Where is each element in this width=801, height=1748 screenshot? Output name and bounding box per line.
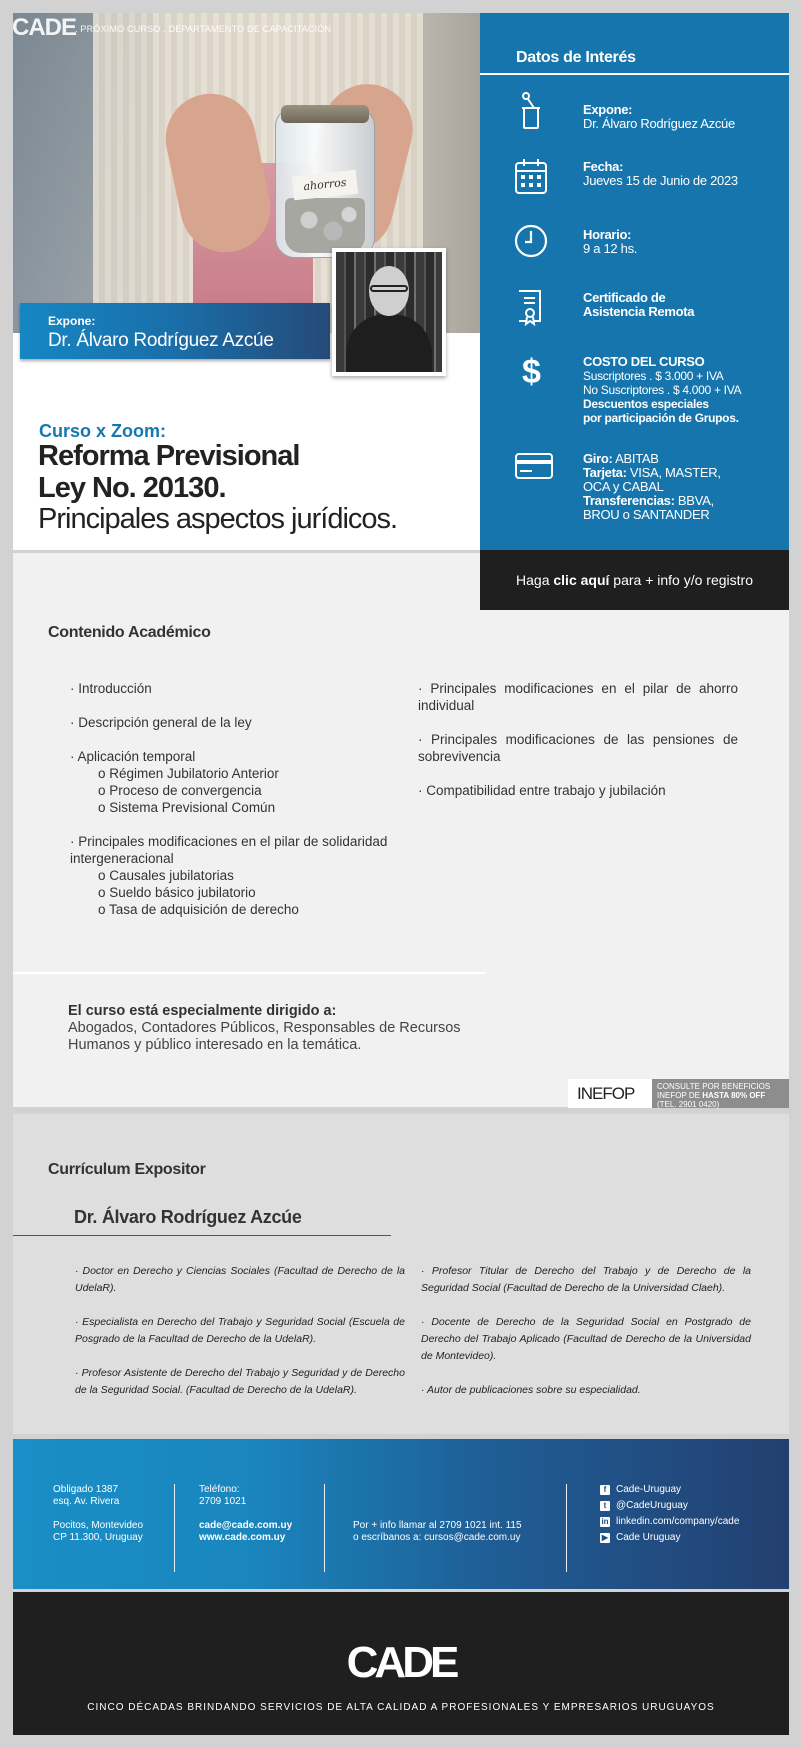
website-link[interactable]: www.cade.com.uy bbox=[199, 1532, 286, 1543]
tarjeta-value: VISA, MASTER, bbox=[626, 465, 721, 480]
inefop-benefit-badge[interactable] bbox=[652, 1079, 789, 1108]
tarjeta-value-2: OCA y CABAL bbox=[583, 479, 664, 494]
inefop-line3: (TEL. 2901 0420) bbox=[657, 1100, 720, 1109]
tarjeta-label: Tarjeta: bbox=[583, 465, 627, 480]
costo-grupos: por participación de Grupos. bbox=[583, 411, 739, 425]
footer-tagline: CINCO DÉCADAS BRINDANDO SERVICIOS DE ALTA CALIDAD A PROFESIONALES Y EMPRESARIOS URUGUAYOS bbox=[87, 1702, 715, 1713]
cert-line2: Asistencia Remota bbox=[583, 304, 695, 319]
cv-item: · Doctor en Derecho y Ciencias Sociales (Facultad de Derecho de la UdelaR). bbox=[75, 1265, 405, 1294]
expone-info bbox=[583, 103, 735, 131]
list-item: · Principales modificaciones de las pensiones de sobrevivencia bbox=[418, 732, 738, 764]
certificate-info bbox=[583, 291, 694, 319]
cv-item: · Docente de Derecho de la Seguridad Social en Postgrado de Derecho del Trabajo Aplicado (Facultad de Derecho de la Universidad de Montevideo). bbox=[421, 1316, 751, 1362]
jar-label: ahorros bbox=[292, 170, 358, 201]
speaker-label: Expone: bbox=[48, 314, 96, 328]
twitter-link[interactable]: t @CadeUruguay bbox=[600, 1500, 688, 1511]
clock-icon bbox=[514, 222, 548, 260]
youtube-icon: ▶ bbox=[601, 1532, 609, 1542]
content-divider bbox=[13, 972, 485, 974]
register-cta-button[interactable] bbox=[480, 550, 789, 610]
inefop-line1: CONSULTE POR BENEFICIOS bbox=[657, 1082, 771, 1091]
cta-bold: clic aquí bbox=[553, 572, 610, 588]
horario-value: 9 a 12 hs. bbox=[583, 241, 638, 256]
courses-email-link[interactable]: o escríbanos a: cursos@cade.com.uy bbox=[353, 1532, 521, 1543]
course-title: Reforma Previsional bbox=[38, 440, 300, 472]
costo-label: COSTO DEL CURSO bbox=[583, 354, 705, 369]
list-item: · Principales modificaciones en el pilar de ahorro individual bbox=[418, 681, 738, 713]
facebook-icon: f bbox=[600, 1485, 610, 1495]
cv-item: · Autor de publicaciones sobre su especialidad. bbox=[421, 1384, 641, 1396]
transferencias-label: Transferencias: bbox=[583, 493, 675, 508]
horario-label: Horario: bbox=[583, 227, 632, 242]
inefop-line2-prefix: INEFOP DE bbox=[657, 1091, 703, 1100]
cta-prefix: Haga bbox=[516, 572, 554, 588]
sub-item: o Sueldo básico jubilatorio bbox=[98, 885, 256, 900]
cade-logo-footer[interactable]: CADE bbox=[346, 1638, 456, 1687]
contenido-right-list bbox=[418, 680, 738, 816]
list-item: · Descripción general de la ley bbox=[70, 715, 252, 730]
cv-divider bbox=[13, 1235, 391, 1236]
cta-suffix: para + info y/o registro bbox=[609, 572, 753, 588]
giro-label: Giro: bbox=[583, 451, 613, 466]
footer-more-info: Por + info llamar al 2709 1021 int. 115 o escríbanos a: cursos@cade.com.uy bbox=[353, 1520, 522, 1543]
cv-speaker-name: Dr. Álvaro Rodríguez Azcúe bbox=[74, 1207, 302, 1227]
phone-number[interactable]: 2709 1021 bbox=[199, 1496, 247, 1507]
costo-descuentos: Descuentos especiales bbox=[583, 397, 709, 411]
linkedin-link[interactable]: in linkedin.com/company/cade bbox=[601, 1516, 740, 1527]
course-subtitle: Principales aspectos jurídicos. bbox=[38, 503, 398, 535]
inefop-logo[interactable]: INEFOP bbox=[568, 1079, 652, 1108]
course-kicker: Curso x Zoom: bbox=[39, 421, 167, 441]
certificate-icon bbox=[514, 288, 548, 326]
horario-info bbox=[583, 228, 637, 256]
calendar-icon bbox=[514, 158, 548, 196]
list-item: · Principales modificaciones en el pilar de solidaridad intergeneracional o Causales jubilatorias o Sueldo básico jubilatorio o Tasa de adquisición de derecho bbox=[70, 833, 400, 918]
linkedin-icon: in bbox=[601, 1516, 609, 1526]
transferencias-value: BBVA, bbox=[674, 493, 714, 508]
inefop-line2-bold: HASTA 80% OFF bbox=[702, 1091, 766, 1100]
sub-item: o Tasa de adquisición de derecho bbox=[98, 902, 299, 917]
cv-item: · Profesor Titular de Derecho del Trabajo y de Derecho de la Seguridad Social (Facultad de Derecho de la Universidad Claeh). bbox=[421, 1265, 751, 1294]
list-item: · Introducción bbox=[70, 681, 152, 696]
sub-item: o Sistema Previsional Común bbox=[98, 800, 276, 815]
facebook-link[interactable]: f Cade-Uruguay bbox=[600, 1484, 681, 1495]
top-bar-text: . PRÓXIMO CURSO . DEPARTAMENTO DE CAPACITACIÓN bbox=[75, 24, 332, 34]
email-link[interactable]: cade@cade.com.uy bbox=[199, 1520, 293, 1531]
svg-text:$: $ bbox=[522, 353, 541, 390]
audience-heading: El curso está especialmente dirigido a: bbox=[68, 1003, 337, 1019]
course-title-line2: Ley No. 20130. bbox=[38, 472, 226, 504]
payment-info bbox=[583, 452, 721, 522]
giro-value: ABITAB bbox=[612, 451, 659, 466]
list-item: · Aplicación temporal o Régimen Jubilatorio Anterior o Proceso de convergencia o Sistema Previsional Común bbox=[70, 748, 400, 816]
sidebar-divider bbox=[480, 73, 789, 75]
credit-card-icon bbox=[514, 448, 554, 486]
costo-info bbox=[583, 355, 741, 425]
cv-right-list bbox=[421, 1263, 751, 1416]
transferencias-value-2: BROU o SANTANDER bbox=[583, 507, 710, 522]
cv-title: Currículum Expositor bbox=[48, 1161, 206, 1178]
twitter-icon: t bbox=[600, 1501, 610, 1511]
expone-label: Expone: bbox=[583, 102, 633, 117]
sub-item: o Causales jubilatorias bbox=[98, 868, 234, 883]
list-item: · Compatibilidad entre trabajo y jubilación bbox=[418, 783, 666, 798]
cv-item: · Profesor Asistente de Derecho del Trabajo y Seguridad y de Derecho de la Seguridad Social. (Facultad de Derecho de la UdelaR). bbox=[75, 1367, 405, 1396]
speaker-name: Dr. Álvaro Rodríguez Azcúe bbox=[48, 330, 274, 351]
dollar-icon bbox=[514, 352, 548, 390]
contenido-title: Contenido Académico bbox=[48, 624, 211, 641]
sub-item: o Proceso de convergencia bbox=[98, 783, 262, 798]
youtube-link[interactable]: ▶ Cade Uruguay bbox=[601, 1532, 681, 1543]
fecha-value: Jueves 15 de Junio de 2023 bbox=[583, 173, 738, 188]
costo-no-suscriptores: No Suscriptores . $ 4.000 + IVA bbox=[583, 383, 742, 397]
cv-item: · Especialista en Derecho del Trabajo y Seguridad Social (Escuela de Posgrado de la Facultad de Derecho de la UdelaR). bbox=[75, 1316, 405, 1345]
speaker-portrait bbox=[332, 248, 446, 376]
expone-value: Dr. Álvaro Rodríguez Azcúe bbox=[583, 116, 735, 131]
sidebar-title: Datos de Interés bbox=[516, 49, 636, 66]
audience-body: Abogados, Contadores Públicos, Responsables de Recursos Humanos y público interesado en la temática. bbox=[68, 1020, 461, 1053]
fecha-info bbox=[583, 160, 738, 188]
footer-address: Obligado 1387 esq. Av. Rivera Pocitos, Montevideo CP 11.300, Uruguay bbox=[53, 1484, 144, 1543]
sub-item: o Régimen Jubilatorio Anterior bbox=[98, 766, 279, 781]
fecha-label: Fecha: bbox=[583, 159, 624, 174]
footer-contact bbox=[199, 1484, 292, 1544]
costo-suscriptores: Suscriptores . $ 3.000 + IVA bbox=[583, 369, 724, 383]
cv-left-list bbox=[75, 1263, 405, 1416]
contenido-left-list bbox=[70, 680, 400, 935]
cade-logo-top[interactable]: CADE bbox=[12, 14, 77, 41]
phone-label: Teléfono: bbox=[199, 1484, 240, 1495]
cert-line1: Certificado de bbox=[583, 290, 666, 305]
speaker-podium-icon bbox=[514, 92, 548, 130]
